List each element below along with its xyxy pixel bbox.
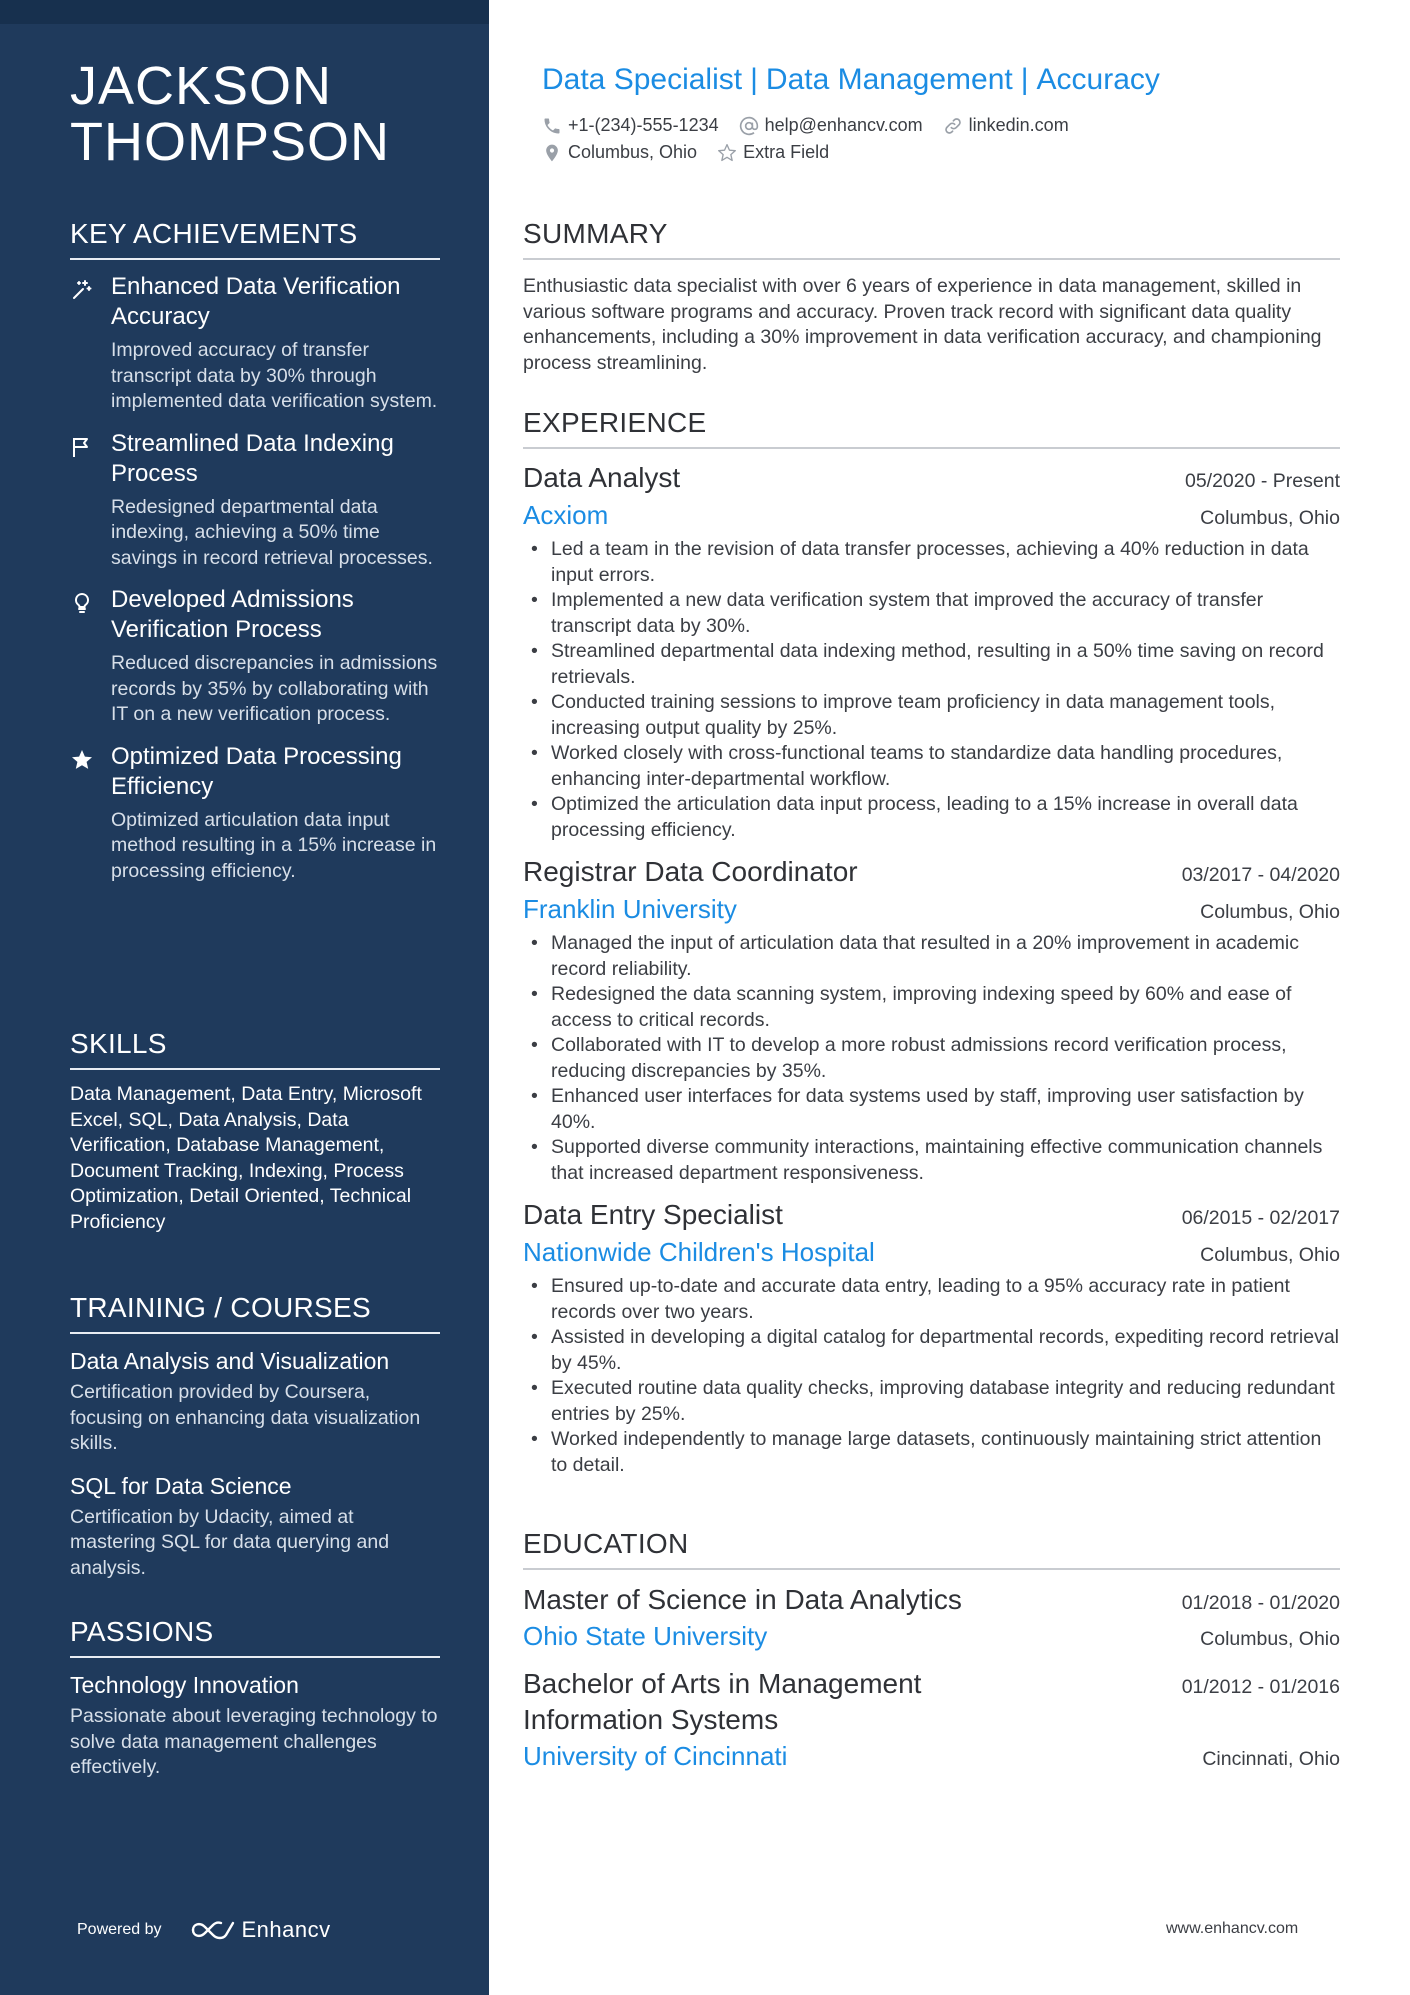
link-icon <box>943 116 963 136</box>
job-company: Nationwide Children's Hospital <box>523 1237 875 1267</box>
summary-section <box>523 216 1340 376</box>
job-dates: 06/2015 - 02/2017 <box>1181 1207 1340 1229</box>
key-achievements-heading: KEY ACHIEVEMENTS <box>70 216 440 260</box>
location-pin-icon <box>542 143 562 163</box>
job-location: Columbus, Ohio <box>1200 901 1340 923</box>
course-item <box>70 1346 440 1457</box>
experience-section <box>523 405 1340 1478</box>
linkedin-text: linkedin.com <box>968 115 1069 135</box>
job-title: Registrar Data Coordinator <box>523 856 858 887</box>
star-icon <box>70 748 94 772</box>
education-degree: Bachelor of Arts in Management Information Systems <box>523 1668 922 1735</box>
headline-separator: | <box>1020 63 1029 96</box>
name-last: THOMPSON <box>70 112 391 172</box>
magic-wand-icon <box>70 278 94 302</box>
course-desc: Certification by Udacity, aimed at mastering SQL for data querying and analysis. <box>70 1505 390 1579</box>
job-entry <box>523 1196 1340 1478</box>
achievement-desc: Optimized articulation data input method resulting in a 15% increase in processing efficiency. <box>111 808 437 882</box>
contact-email[interactable] <box>739 115 923 136</box>
job-bullet: • Implemented a new data verification system that improved the accuracy of transfer transcript data by 30%. <box>523 588 1340 639</box>
skills-section <box>70 1026 440 1235</box>
education-school: University of Cincinnati <box>523 1741 788 1771</box>
extra-text: Extra Field <box>743 142 830 162</box>
achievement-item <box>70 742 440 885</box>
job-entry <box>523 459 1340 843</box>
course-title: SQL for Data Science <box>70 1472 292 1499</box>
job-dates: 03/2017 - 04/2020 <box>1181 864 1340 886</box>
job-bullet: • Led a team in the revision of data transfer processes, achieving a 40% reduction in data input errors. <box>523 537 1340 588</box>
achievement-title: Developed Admissions Verification Process <box>111 586 354 643</box>
powered-by-label: Powered by <box>77 1921 162 1938</box>
contact-linkedin[interactable] <box>943 115 1069 136</box>
achievement-title: Optimized Data Processing Efficiency <box>111 742 402 800</box>
summary-text: Enthusiastic data specialist with over 6 years of experience in data management, skilled in various software programs and accuracy. Proven track record with significant data quality enhancements, including a 30% improvement in data verification accuracy, and championing process streamlining. <box>523 275 1322 374</box>
education-dates: 01/2012 - 01/2016 <box>1181 1676 1340 1698</box>
footer-website[interactable]: www.enhancv.com <box>1166 1920 1299 1937</box>
job-header-row <box>523 853 1340 891</box>
job-header-row <box>523 459 1340 497</box>
training-section <box>70 1290 440 1595</box>
achievement-item <box>70 272 440 415</box>
job-bullet: • Ensured up-to-date and accurate data entry, leading to a 95% accuracy rate in patient records over two years. <box>523 1274 1340 1325</box>
enhancv-brand: Enhancv <box>241 1917 331 1942</box>
at-icon <box>739 116 759 136</box>
job-company-row <box>523 891 1340 927</box>
job-bullet: • Managed the input of articulation data that resulted in a 20% improvement in academic record reliability. <box>523 931 1340 982</box>
achievement-item <box>70 585 440 728</box>
passion-title: Technology Innovation <box>70 1672 299 1698</box>
job-bullet: • Optimized the articulation data input process, leading to a 15% increase in overall data processing efficiency. <box>523 792 1340 843</box>
headline-separator: | <box>750 63 758 96</box>
key-achievements-section <box>70 216 440 898</box>
contact-row <box>542 139 1302 166</box>
location-text: Columbus, Ohio <box>568 142 698 162</box>
education-header-row <box>523 1666 1340 1738</box>
job-location: Columbus, Ohio <box>1200 1244 1340 1266</box>
contact-info <box>542 112 1302 166</box>
phone-text: +1-(234)-555-1234 <box>568 115 719 135</box>
education-degree: Master of Science in Data Analytics <box>523 1584 962 1615</box>
education-location: Cincinnati, Ohio <box>1202 1748 1340 1770</box>
education-school: Ohio State University <box>523 1621 768 1651</box>
contact-row <box>542 112 1302 139</box>
job-company: Franklin University <box>523 894 737 924</box>
candidate-name <box>70 58 470 170</box>
flag-icon <box>70 435 94 459</box>
enhancv-logo-icon <box>190 1918 236 1942</box>
passions-section <box>70 1614 440 1795</box>
course-title: Data Analysis and Visualization <box>70 1348 390 1374</box>
experience-heading: EXPERIENCE <box>523 405 1340 449</box>
job-bullets <box>523 537 1340 843</box>
contact-extra <box>717 142 829 163</box>
job-bullets <box>523 931 1340 1186</box>
job-bullets <box>523 1274 1340 1478</box>
headline <box>542 60 1160 100</box>
achievement-desc: Reduced discrepancies in admissions records by 35% by collaborating with IT on a new verification process. <box>111 652 438 725</box>
headline-part-2: Data Management <box>765 63 1013 96</box>
job-entry <box>523 853 1340 1186</box>
job-bullet: • Worked closely with cross-functional teams to standardize data handling procedures, enhancing inter-departmental workflow. <box>523 741 1340 792</box>
job-bullet: • Assisted in developing a digital catalog for departmental records, expediting record retrieval by 45%. <box>523 1325 1340 1376</box>
contact-phone[interactable] <box>542 115 719 136</box>
job-bullet: • Executed routine data quality checks, improving database integrity and reducing redundant entries by 25%. <box>523 1376 1340 1427</box>
name-first: JACKSON <box>70 56 333 116</box>
summary-heading: SUMMARY <box>523 216 1340 260</box>
phone-icon <box>542 116 562 136</box>
contact-location <box>542 142 697 163</box>
achievement-title: Enhanced Data Verification Accuracy <box>111 273 401 330</box>
job-title: Data Analyst <box>523 462 681 493</box>
achievement-title: Streamlined Data Indexing Process <box>111 429 394 487</box>
education-location: Columbus, Ohio <box>1200 1628 1340 1650</box>
job-company-row <box>523 497 1340 533</box>
achievement-desc: Redesigned departmental data indexing, achieving a 50% time savings in record retrieval processes. <box>111 495 433 569</box>
training-heading: TRAINING / COURSES <box>70 1290 440 1334</box>
job-bullet: • Supported diverse community interactions, maintaining effective communication channels that increased department responsiveness. <box>523 1135 1340 1186</box>
education-school-row <box>523 1618 1340 1654</box>
passions-heading: PASSIONS <box>70 1614 440 1658</box>
powered-by[interactable] <box>77 1917 331 1943</box>
job-bullet: • Collaborated with IT to develop a more robust admissions record verification process, reducing discrepancies by 35%. <box>523 1033 1340 1084</box>
education-entry <box>523 1582 1340 1654</box>
passion-item <box>70 1670 440 1781</box>
skills-heading: SKILLS <box>70 1026 440 1070</box>
job-title: Data Entry Specialist <box>523 1199 783 1230</box>
achievement-item <box>70 429 440 572</box>
job-location: Columbus, Ohio <box>1200 507 1340 529</box>
course-item <box>70 1471 440 1582</box>
skills-list: Data Management, Data Entry, Microsoft Excel, SQL, Data Analysis, Data Verification, Database Management, Document Tracking, Indexing, Process Optimization, Detail Oriented, Technical Proficiency <box>70 1083 422 1233</box>
job-bullet: • Worked independently to manage large datasets, continuously maintaining strict attention to detail. <box>523 1427 1340 1478</box>
job-dates: 05/2020 - Present <box>1184 470 1340 492</box>
email-text: help@enhancv.com <box>764 115 923 135</box>
passion-desc: Passionate about leveraging technology to solve data management challenges effectively. <box>70 1705 438 1778</box>
enhancv-logo <box>190 1917 331 1943</box>
sidebar-top-bar <box>0 0 489 24</box>
star-outline-icon <box>717 143 737 163</box>
education-dates: 01/2018 - 01/2020 <box>1181 1592 1340 1614</box>
job-bullet: • Conducted training sessions to improve team proficiency in data management tools, increasing output quality by 25%. <box>523 690 1340 741</box>
lightbulb-icon <box>70 591 94 615</box>
achievement-desc: Improved accuracy of transfer transcript data by 30% through implemented data verification system. <box>111 339 438 412</box>
headline-part-3: Accuracy <box>1036 63 1160 96</box>
education-header-row <box>523 1582 1340 1618</box>
job-company: Acxiom <box>523 500 609 530</box>
education-section <box>523 1526 1340 1774</box>
education-heading: EDUCATION <box>523 1526 1340 1570</box>
course-desc: Certification provided by Coursera, focusing on enhancing data visualization skills. <box>70 1381 421 1454</box>
education-entry <box>523 1666 1340 1774</box>
headline-part-1: Data Specialist <box>542 63 743 96</box>
education-school-row <box>523 1738 1340 1774</box>
sidebar <box>0 0 489 1995</box>
job-header-row <box>523 1196 1340 1234</box>
job-bullet: • Enhanced user interfaces for data systems used by staff, improving user satisfaction by 40%. <box>523 1084 1340 1135</box>
job-bullet: • Streamlined departmental data indexing method, resulting in a 50% time saving on record retrievals. <box>523 639 1340 690</box>
job-bullet: • Redesigned the data scanning system, improving indexing speed by 60% and ease of access to critical records. <box>523 982 1340 1033</box>
job-company-row <box>523 1234 1340 1270</box>
